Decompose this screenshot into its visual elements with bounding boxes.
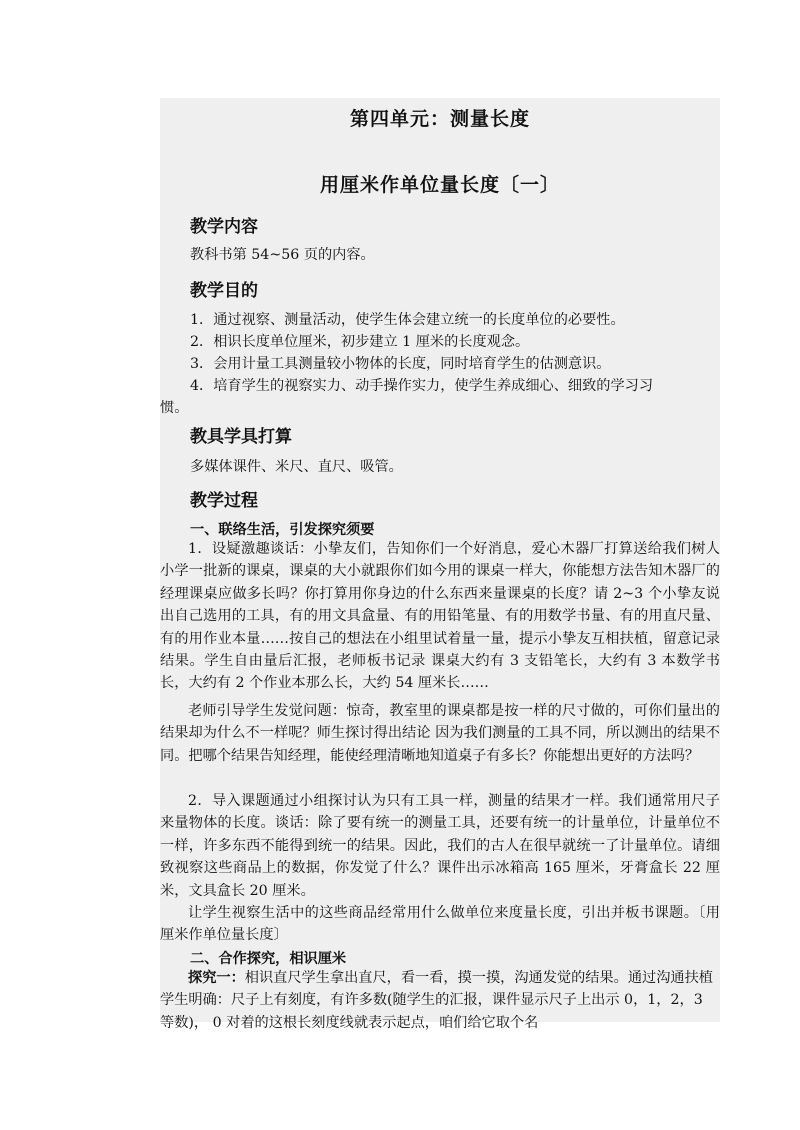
part1-paragraph-4: 让学生视察生活中的这些商品经常用什么做单位来度量长度，引出并板书课题。〔用厘米作单位量长度〕	[160, 905, 720, 944]
part2-text: 相识直尺学生拿出直尺，看一看，摸一摸，沟通发觉的结果。通过沟通扶植学生明确：尺子上有刻度，有许多数(随学生的汇报，课件显示尺子上出示 0，1，2，3 等数)， 0 对着的这根长刻度线就表示起点，咱们给它取个名	[160, 970, 713, 1031]
goal-item: 4．培育学生的视察实力、动手操作实力，使学生养成细心、细致的学习习	[190, 378, 654, 394]
part2-paragraph-1	[160, 967, 720, 1034]
goal-item: 惯。	[160, 400, 189, 416]
tools-heading: 教具学具打算	[190, 427, 292, 447]
part1-paragraph-3: 2．导入课题通过小组探讨认为只有工具一样，测量的结果才一样。我们通常用尺子来量物体的长度。谈话：除了要有统一的测量工具，还要有统一的计量单位，计量单位不一样，许多东西不能得到统一的结果。因此，我们的古人在很早就统一了计量单位。请细致视察这些商品上的数据，你发觉了什么？课件出示冰箱高 165 厘米，牙膏盒长 22 厘米，文具盒长 20 厘米。	[160, 793, 720, 899]
unit-title: 第四单元：测量长度	[349, 108, 530, 130]
part2-heading: 二、合作探究，相识厘米	[190, 951, 347, 967]
goals-heading: 教学目的	[190, 281, 258, 301]
part1-heading: 一、联络生活，引发探究须要	[190, 522, 375, 538]
goal-item: 1．通过视察、测量活动，使学生体会建立统一的长度单位的必要性。	[190, 312, 625, 328]
part1-paragraph-1: 1．设疑激趣谈话：小挚友们，告知你们一个好消息，爱心木器厂打算送给我们树人小学一批新的课桌，课桌的大小就跟你们如今用的课桌一样大，你能想方法告知木器厂的经理课桌应做多长吗？你打算用你身边的什么东西来量课桌的长度？请 2~3 个小挚友说出自己选用的工具，有的用文具盒量、有的用铅笔量、有的用数学书量、有的用直尺量、有的用作业本量……按自己的想法在小组里试着量一量，提示小挚友互相扶植，留意记录结果。学生自由量后汇报，老师板书记录 课桌大约有 3 支铅笔长，大约有 3 本数学书长，大约有 2 个作业本那么长，大约 54 厘米长……	[160, 541, 720, 692]
goal-item: 2．相识长度单位厘米，初步建立 1 厘米的长度观念。	[190, 334, 530, 350]
part2-label: 探究一：	[188, 970, 245, 986]
process-heading: 教学过程	[190, 491, 258, 511]
goal-item: 3．会用计量工具测量较小物体的长度，同时培育学生的估测意识。	[190, 356, 611, 372]
tools-text: 多媒体课件、米尺、直尺、吸管。	[190, 459, 403, 475]
content-text: 教科书第 54~56 页的内容。	[190, 247, 375, 263]
lesson-title: 用厘米作单位量长度〔一〕	[319, 174, 560, 196]
content-heading: 教学内容	[190, 217, 258, 237]
part1-paragraph-2: 老师引导学生发觉问题：惊奇，教室里的课桌都是按一样的尺寸做的，可你们量出的结果却为什么不一样呢？师生探讨得出结论 因为我们测量的工具不同，所以测出的结果不同。把哪个结果告知经理，能使经理清晰地知道桌子有多长？你能想出更好的方法吗？	[160, 703, 720, 764]
